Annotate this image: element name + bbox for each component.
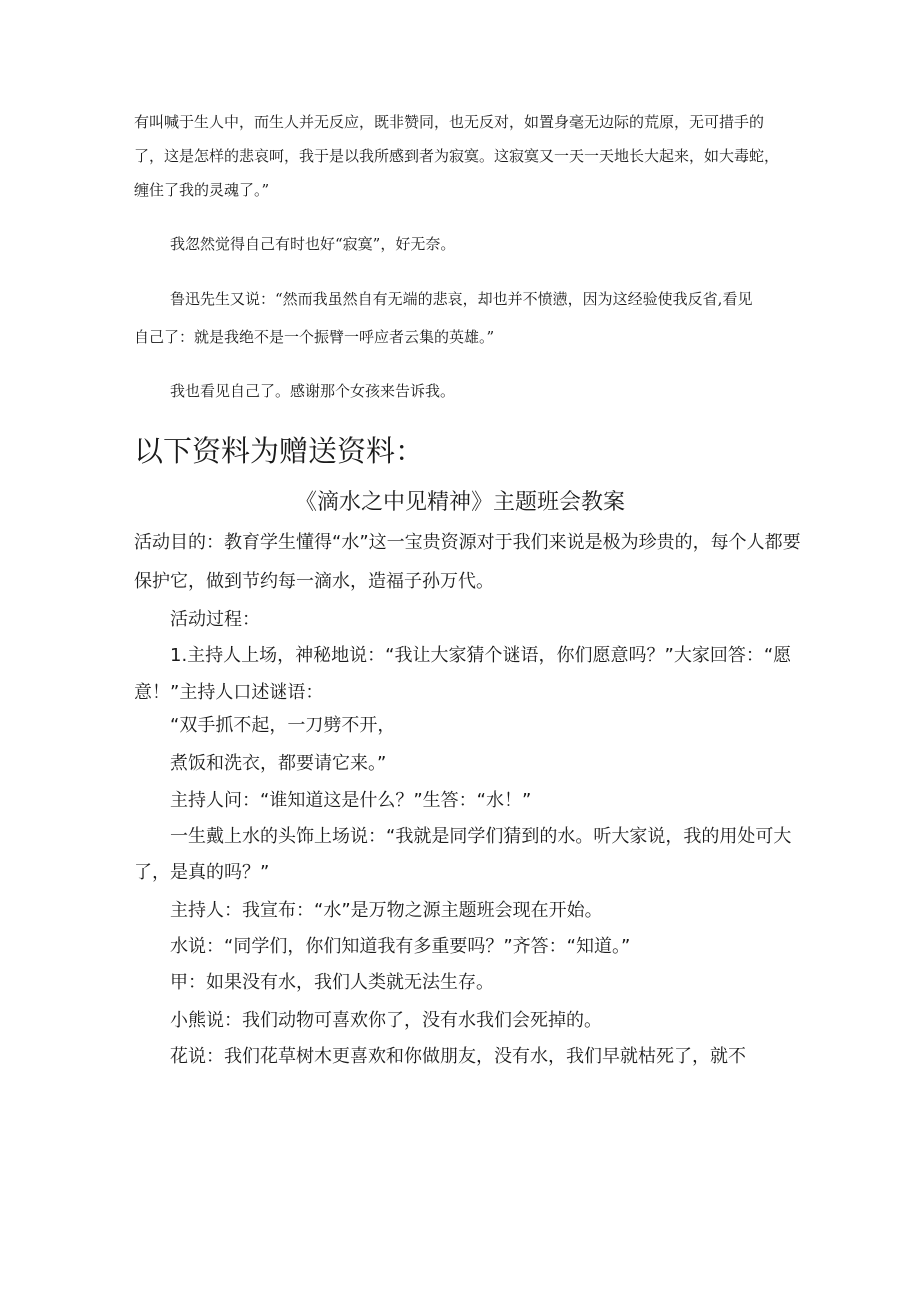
text-line: 了，这是怎样的悲哀呵，我于是以我所感到者为寂寞。这寂寞又一天一天地长大起来，如大毒蛇，	[134, 147, 780, 165]
text-line: 花说：我们花草树木更喜欢和你做朋友，没有水，我们早就枯死了，就不	[170, 1046, 746, 1067]
text-line: 小熊说：我们动物可喜欢你了，没有水我们会死掉的。	[170, 1010, 602, 1031]
text-line: 活动目的：教育学生懂得“水”这一宝贵资源对于我们来说是极为珍贵的，每个人都要	[134, 532, 801, 553]
text-line: 有叫喊于生人中，而生人并无反应，既非赞同，也无反对，如置身毫无边际的荒原，无可措手的	[134, 113, 765, 131]
text-line: 我忽然觉得自己有时也好“寂寞”，好无奈。	[170, 235, 456, 253]
text-line: 保护它，做到节约每一滴水，造福子孙万代。	[134, 571, 494, 592]
text-line: 我也看见自己了。感谢那个女孩来告诉我。	[170, 382, 456, 400]
text-line: 主持人问：“谁知道这是什么？”生答：“水！”	[170, 790, 532, 811]
text-line: 一生戴上水的头饰上场说：“我就是同学们猜到的水。听大家说，我的用处可大	[170, 826, 792, 847]
text-line: 水说：“同学们，你们知道我有多重要吗？”齐答：“知道。”	[170, 936, 631, 957]
text-line: 意！”主持人口述谜语：	[134, 682, 324, 703]
text-line: 了，是真的吗？”	[134, 862, 270, 883]
text-line: 自己了：就是我绝不是一个振臂一呼应者云集的英雄。”	[134, 328, 495, 346]
text-line: 煮饭和洗衣，都要请它来。”	[170, 753, 387, 774]
text-line: 活动过程：	[170, 609, 260, 630]
text-line: 1.主持人上场，神秘地说：“我让大家猜个谜语，你们愿意吗？”大家回答：“愿	[170, 645, 792, 666]
text-line: 缠住了我的灵魂了。”	[134, 181, 270, 199]
text-line: 甲：如果没有水，我们人类就无法生存。	[170, 972, 494, 993]
lesson-title: 《滴水之中见精神》主题班会教案	[294, 490, 625, 515]
text-line: 鲁迅先生又说：“然而我虽然自有无端的悲哀，却也并不愤懑，因为这经验使我反省,看见	[170, 290, 753, 308]
text-line: “双手抓不起，一刀劈不开，	[170, 715, 396, 736]
text-line: 主持人：我宣布：“水”是万物之源主题班会现在开始。	[170, 900, 603, 921]
gift-heading: 以下资料为赠送资料：	[134, 434, 425, 468]
